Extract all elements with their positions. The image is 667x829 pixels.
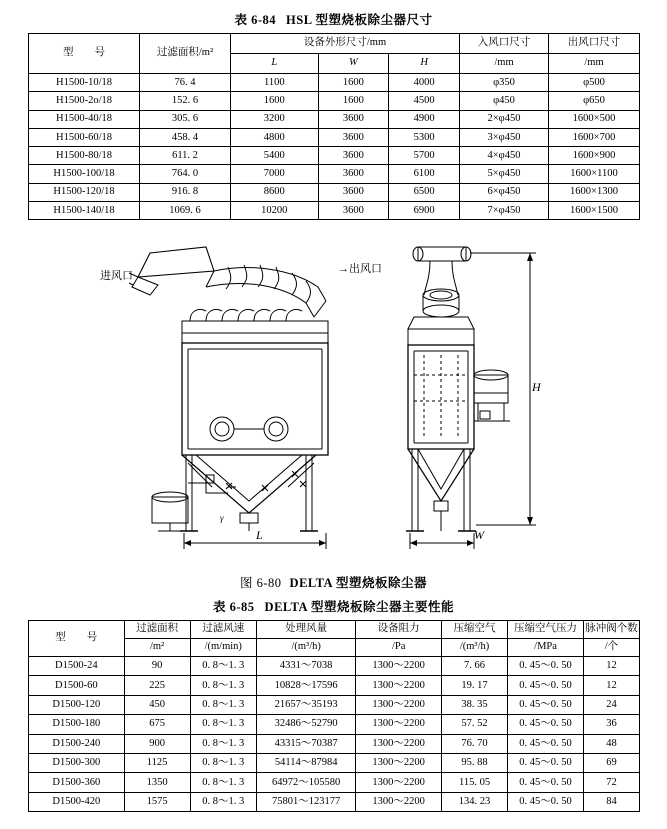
t1-cell-h: 6900 [389,202,460,220]
t1-cell-area: 764. 0 [140,165,231,183]
t2-cell-flow: 54114～87984 [256,753,355,772]
th-outlet-unit: /mm [549,54,640,74]
t1-cell-model: H1500-80/18 [29,147,140,165]
t1-cell-l: 5400 [231,147,319,165]
table1-caption-number: 表 6-84 [234,13,277,27]
t1-cell-model: H1500-10/18 [29,74,140,92]
t2-cell-model: D1500-300 [29,753,125,772]
figure-caption-title: DELTA 型塑烧板除尘器 [289,576,427,590]
t2-cell-resistance: 1300～2200 [356,753,442,772]
t2-cell-flow: 64972～105580 [256,773,355,792]
t2-cell-air: 115. 05 [441,773,507,792]
t2-cell-model: D1500-360 [29,773,125,792]
t1-cell-inlet: 6×φ450 [460,183,549,201]
table-row [29,695,640,714]
th-outline-h: H [389,54,460,74]
t2-cell-pressure: 0. 45～0. 50 [508,715,584,734]
t2-cell-valves: 12 [583,657,639,676]
t1-cell-h: 5300 [389,128,460,146]
table-row [29,753,640,772]
th2-pulse-valves: 脉冲阀个数 [583,621,639,639]
th-inlet-unit: /mm [460,54,549,74]
t1-cell-h: 6500 [389,183,460,201]
table-row [29,92,640,110]
t2-cell-flow: 75801～123177 [256,792,355,811]
t2-cell-speed: 0. 8～1. 3 [190,792,256,811]
t1-cell-area: 611. 2 [140,147,231,165]
t1-cell-area: 76. 4 [140,74,231,92]
table2-body [29,657,640,812]
t2-cell-valves: 84 [583,792,639,811]
th-filter-area: 过滤面积/m² [140,34,231,74]
t2-cell-resistance: 1300～2200 [356,773,442,792]
t1-cell-inlet: 7×φ450 [460,202,549,220]
t1-cell-inlet: 2×φ450 [460,110,549,128]
t2-cell-flow: 43315～70387 [256,734,355,753]
table-row [29,110,640,128]
t1-cell-area: 458. 4 [140,128,231,146]
t1-cell-l: 7000 [231,165,319,183]
t1-cell-outlet: 1600×500 [549,110,640,128]
t2-cell-flow: 4331～7038 [256,657,355,676]
t1-cell-outlet: φ500 [549,74,640,92]
th2-model: 型 号 [29,621,125,657]
th2-filter-speed-unit: /(m/min) [190,639,256,657]
table-row [29,165,640,183]
t1-cell-w: 1600 [318,74,389,92]
t1-cell-w: 3600 [318,128,389,146]
t1-cell-h: 4900 [389,110,460,128]
t2-cell-resistance: 1300～2200 [356,792,442,811]
t1-cell-w: 3600 [318,165,389,183]
t2-cell-resistance: 1300～2200 [356,734,442,753]
t2-cell-air: 134. 23 [441,792,507,811]
table-row [29,676,640,695]
t2-cell-valves: 36 [583,715,639,734]
th2-air-pressure: 压缩空气压力 [508,621,584,639]
t2-cell-pressure: 0. 45～0. 50 [508,695,584,714]
t1-cell-w: 1600 [318,92,389,110]
t1-cell-outlet: 1600×1500 [549,202,640,220]
t2-cell-resistance: 1300～2200 [356,676,442,695]
t2-cell-area: 225 [124,676,190,695]
figure-caption-number: 图 6-80 [240,576,282,590]
th-model: 型 号 [29,34,140,74]
t2-cell-area: 90 [124,657,190,676]
t1-cell-inlet: φ350 [460,74,549,92]
th2-flow: 处理风量 [256,621,355,639]
t2-cell-resistance: 1300～2200 [356,715,442,734]
table-row [29,128,640,146]
table2-caption [0,597,667,615]
t2-cell-area: 450 [124,695,190,714]
t2-cell-flow: 21657～35193 [256,695,355,714]
th2-filter-area: 过滤面积 [124,621,190,639]
table-row [29,202,640,220]
t1-cell-h: 6100 [389,165,460,183]
t1-cell-w: 3600 [318,110,389,128]
t1-cell-model: H1500-100/18 [29,165,140,183]
table1-head [29,34,640,74]
t2-cell-speed: 0. 8～1. 3 [190,753,256,772]
table1-header-row-1 [29,34,640,54]
th-outlet-group: 出风口尺寸 [549,34,640,54]
table2-header-row-1 [29,621,640,639]
delta-performance-table [28,620,640,812]
table-row [29,734,640,753]
t2-cell-resistance: 1300～2200 [356,657,442,676]
t1-cell-h: 4000 [389,74,460,92]
t1-cell-l: 1100 [231,74,319,92]
t1-cell-l: 8600 [231,183,319,201]
th-inlet-group: 入风口尺寸 [460,34,549,54]
t2-cell-pressure: 0. 45～0. 50 [508,676,584,695]
th2-resistance: 设备阻力 [356,621,442,639]
t2-cell-pressure: 0. 45～0. 50 [508,657,584,676]
t2-cell-resistance: 1300～2200 [356,695,442,714]
t2-cell-pressure: 0. 45～0. 50 [508,792,584,811]
th2-resistance-unit: /Pa [356,639,442,657]
t2-cell-model: D1500-240 [29,734,125,753]
figure-dim-l: L [256,528,263,542]
t1-cell-model: H1500-120/18 [29,183,140,201]
figure-label-inlet: 进风口 [100,270,133,282]
t1-cell-model: H1500-2o/18 [29,92,140,110]
t2-cell-air: 7. 66 [441,657,507,676]
figure-small-label: γ [220,513,224,523]
t2-cell-area: 900 [124,734,190,753]
table-row [29,792,640,811]
t2-cell-valves: 12 [583,676,639,695]
t1-cell-inlet: φ450 [460,92,549,110]
t2-cell-model: D1500-60 [29,676,125,695]
t1-cell-w: 3600 [318,202,389,220]
figure-label-outlet: →出风口 [338,263,382,275]
table2-caption-number: 表 6-85 [213,600,255,614]
t2-cell-air: 57. 52 [441,715,507,734]
t1-cell-model: H1500-40/18 [29,110,140,128]
t2-cell-flow: 32486～52790 [256,715,355,734]
t1-cell-model: H1500-140/18 [29,202,140,220]
t2-cell-pressure: 0. 45～0. 50 [508,773,584,792]
table-row [29,74,640,92]
t1-cell-area: 1069. 6 [140,202,231,220]
t1-cell-model: H1500-60/18 [29,128,140,146]
t2-cell-speed: 0. 8～1. 3 [190,695,256,714]
table-row [29,183,640,201]
t2-cell-valves: 24 [583,695,639,714]
table1-caption [0,10,667,28]
t2-cell-speed: 0. 8～1. 3 [190,734,256,753]
t2-cell-model: D1500-120 [29,695,125,714]
t1-cell-l: 3200 [231,110,319,128]
t1-cell-w: 3600 [318,147,389,165]
table1-body [29,74,640,220]
table2-head [29,621,640,657]
t2-cell-valves: 48 [583,734,639,753]
th-outline-l: L [231,54,319,74]
table2-wrapper [28,620,640,812]
t2-cell-air: 95. 88 [441,753,507,772]
th2-pulse-valves-unit: /个 [583,639,639,657]
t1-cell-h: 4500 [389,92,460,110]
t1-cell-area: 916. 8 [140,183,231,201]
t2-cell-model: D1500-420 [29,792,125,811]
t1-cell-inlet: 5×φ450 [460,165,549,183]
t2-cell-speed: 0. 8～1. 3 [190,773,256,792]
t2-cell-area: 1125 [124,753,190,772]
t2-cell-speed: 0. 8～1. 3 [190,715,256,734]
th2-air: 压缩空气 [441,621,507,639]
t2-cell-flow: 10828～17596 [256,676,355,695]
table-row [29,657,640,676]
t2-cell-model: D1500-24 [29,657,125,676]
t2-cell-area: 1350 [124,773,190,792]
table-row [29,715,640,734]
t1-cell-outlet: 1600×1300 [549,183,640,201]
th2-air-pressure-unit: /MPa [508,639,584,657]
t1-cell-area: 152. 6 [140,92,231,110]
th2-flow-unit: /(m³/h) [256,639,355,657]
th-outline-group: 设备外形尺寸/mm [231,34,460,54]
t2-cell-valves: 69 [583,753,639,772]
t2-cell-air: 76. 70 [441,734,507,753]
t2-cell-speed: 0. 8～1. 3 [190,676,256,695]
hsl-dimensions-table [28,33,640,220]
t2-cell-pressure: 0. 45～0. 50 [508,734,584,753]
t2-cell-area: 675 [124,715,190,734]
t1-cell-outlet: φ650 [549,92,640,110]
t1-cell-w: 3600 [318,183,389,201]
t1-cell-l: 4800 [231,128,319,146]
th2-filter-speed: 过滤风速 [190,621,256,639]
t2-cell-area: 1575 [124,792,190,811]
table-row [29,147,640,165]
t2-cell-speed: 0. 8～1. 3 [190,657,256,676]
t1-cell-outlet: 1600×1100 [549,165,640,183]
t2-cell-model: D1500-180 [29,715,125,734]
t2-cell-valves: 72 [583,773,639,792]
th2-filter-area-unit: /m² [124,639,190,657]
figure-dim-w: W [474,528,484,542]
figure-caption [0,573,667,591]
t1-cell-inlet: 4×φ450 [460,147,549,165]
t1-cell-area: 305. 6 [140,110,231,128]
t1-cell-outlet: 1600×900 [549,147,640,165]
t2-cell-air: 19. 17 [441,676,507,695]
figure-delta-dust-collector [0,225,667,570]
table1-wrapper [28,33,640,220]
th2-air-unit: /(m³/h) [441,639,507,657]
table2-caption-title: DELTA 型塑烧板除尘器主要性能 [264,600,454,614]
table1-caption-title: HSL 型塑烧板除尘器尺寸 [286,13,433,27]
t2-cell-pressure: 0. 45～0. 50 [508,753,584,772]
t1-cell-l: 10200 [231,202,319,220]
t1-cell-l: 1600 [231,92,319,110]
t1-cell-outlet: 1600×700 [549,128,640,146]
figure-dim-h: H [532,380,541,394]
th-outline-w: W [318,54,389,74]
table-row [29,773,640,792]
t2-cell-air: 38. 35 [441,695,507,714]
t1-cell-h: 5700 [389,147,460,165]
t1-cell-inlet: 3×φ450 [460,128,549,146]
